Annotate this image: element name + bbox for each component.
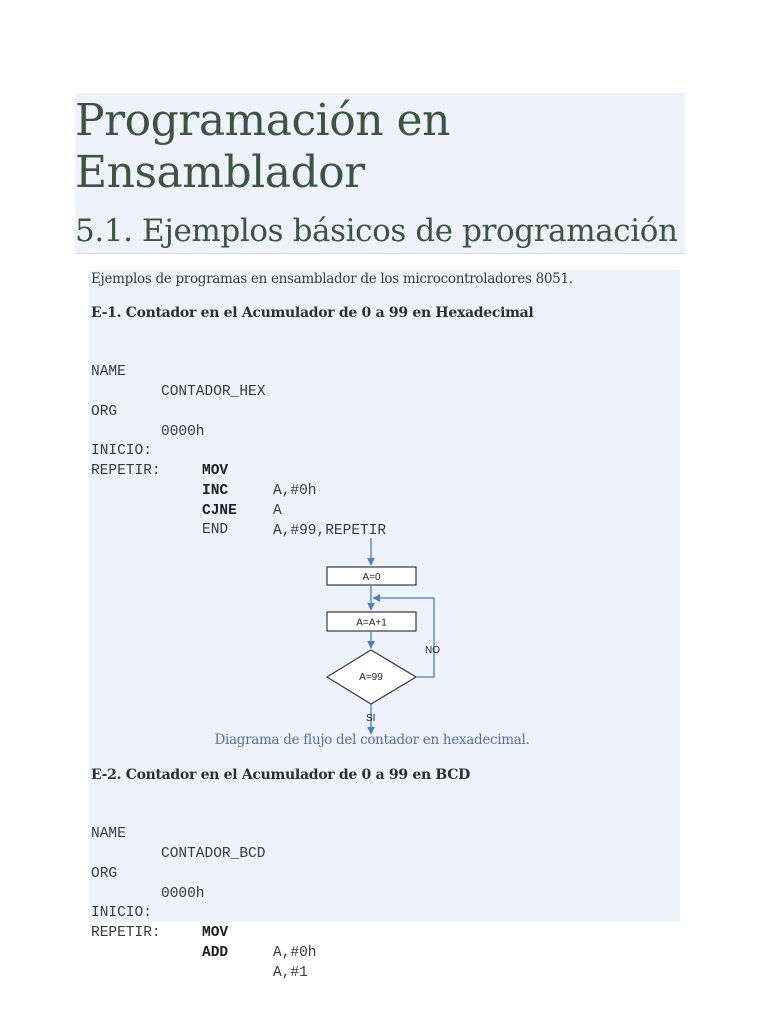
intro-text: Ejemplos de programas en ensamblador de los microcontroladores 8051. [91,271,573,287]
code-label: REPETIR: [91,925,161,941]
code-value: CONTADOR_HEX [161,384,266,400]
code-operand: A,#0h [273,945,317,961]
code-keyword: NAME [91,826,126,842]
code-opcode: MOV [202,925,229,941]
code-label: INICIO: [91,905,152,921]
flow-box-increment-label: A=A+1 [356,617,387,629]
code-operand: A [273,503,282,519]
code-opcode: INC [202,483,229,499]
page-title-line-1: Programación en [75,95,450,146]
example-2-heading: E-2. Contador en el Acumulador de 0 a 99 en BCD [91,767,470,783]
section-subtitle: 5.1. Ejemplos básicos de programación [75,213,678,249]
title-block [75,93,685,254]
flow-decision-label: A=99 [359,672,383,683]
content-panel [89,270,680,981]
code-keyword: NAME [91,364,126,380]
code-label: INICIO: [91,443,152,459]
code-operand: A,#1 [273,965,308,981]
diagram-caption: Diagrama de flujo del contador en hexadecimal. [214,732,530,748]
flow-yes-label: SI [366,713,376,724]
code-keyword: END [202,522,229,538]
code-value: CONTADOR_BCD [161,846,266,862]
code-value: 0000h [161,886,205,902]
page-title-line-2: Ensamblador [75,147,365,198]
code-operand: A,#99,REPETIR [273,523,387,539]
code-opcode: ADD [202,945,229,961]
code-keyword: ORG [91,404,118,420]
example-1-heading: E-1. Contador en el Acumulador de 0 a 99 en Hexadecimal [91,305,534,321]
code-label: REPETIR: [91,463,161,479]
code-operand: A,#0h [273,483,317,499]
flow-no-label: NO [425,645,440,656]
flow-box-init-label: A=0 [362,572,381,583]
code-value: 0000h [161,424,205,440]
flowchart-diagram [319,538,539,738]
code-opcode: CJNE [202,503,237,519]
code-keyword: ORG [91,866,118,882]
code-opcode: MOV [202,463,229,479]
